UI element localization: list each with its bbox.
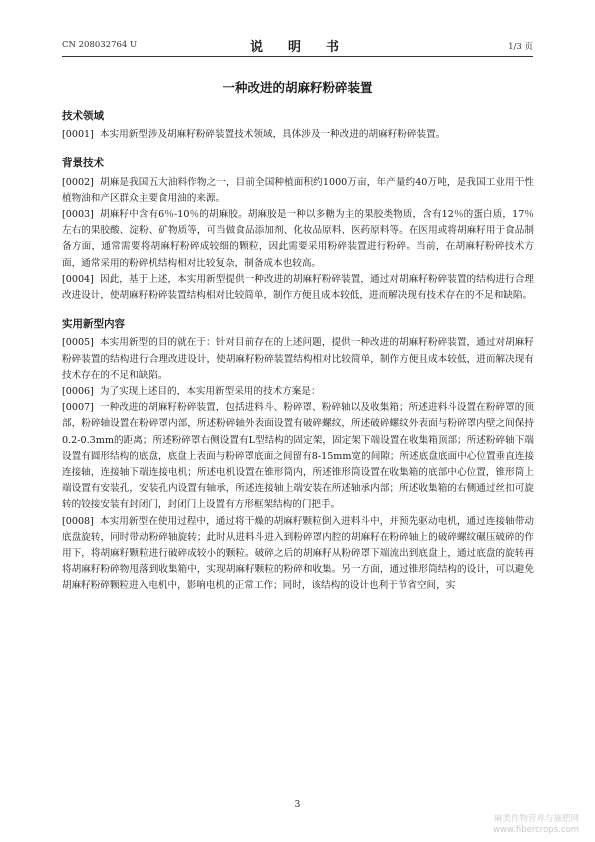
watermark-url: www.fibercrops.com — [493, 825, 579, 835]
paragraph — [62, 400, 534, 513]
paragraph-number: [0003] — [62, 209, 94, 221]
paragraph-number: [0007] — [62, 402, 94, 414]
page-header — [62, 36, 533, 54]
paragraph — [62, 384, 534, 400]
paragraph-text: 本实用新型涉及胡麻籽粉碎装置技术领域，具体涉及一种改进的胡麻籽粉碎装置。 — [99, 129, 446, 141]
paragraph-number: [0008] — [62, 515, 94, 527]
page-indicator: 1/3 页 — [508, 42, 533, 52]
paragraph-number: [0002] — [62, 176, 94, 188]
section-heading: 背景技术 — [62, 157, 104, 170]
paragraph-text: 胡麻是我国五大油料作物之一，目前全国种植面积约1000万亩，年产量约40万吨，是我国工业用干性植物油和产区群众主要食用油的来源。 — [62, 176, 534, 204]
watermark-text: 麻类作物营养与施肥网 — [493, 814, 579, 824]
paragraph — [62, 207, 534, 272]
paragraph-number: [0004] — [62, 273, 94, 285]
page-number: 3 — [294, 800, 301, 810]
document-type-heading: 说 明 书 — [249, 40, 345, 55]
paragraph-number: [0001] — [62, 129, 94, 141]
header-divider — [62, 56, 533, 57]
paragraph — [62, 514, 534, 595]
paragraph-text: 胡麻籽中含有6％-10％的胡麻胶。胡麻胶是一种以多糖为主的果胶类物质，含有12％的蛋白质，17％左右的果胶酸、淀粉、矿物质等，可当做食品添加剂、化妆品原料、医药原料等。在医用或将胡麻籽用于食品制备方面，通常需要将胡麻籽粉碎成较细的颗粒，因此需要采用粉碎装置进行粉碎。当前，在胡麻籽粉碎技术方面，通常采用的粉碎机结构相对比较复杂，制备成本也较高。 — [62, 209, 534, 269]
paragraph-text: 本实用新型在使用过程中，通过将干燥的胡麻籽颗粒倒入进料斗中，并预先驱动电机，通过连接轴带动底盘旋转，同时带动粉碎轴旋转；此时从进料斗进入到粉碎罩内腔的胡麻籽在粉碎轴上的破碎螺纹碾压破碎的作用下，将胡麻籽颗粒进行破碎成较小的颗粒。破碎之后的胡麻籽从粉碎罩下端流出到底盘上，通过底盘的旋转再将胡麻籽粉碎物甩落到收集箱中，实现胡麻籽颗粒的粉碎和收集。另一方面，通过锥形筒结构的设计，可以避免胡麻籽粉碎颗粒进入电机中，影响电机的正常工作；同时，该结构的设计也利于节省空间，实 — [62, 515, 534, 592]
paragraph-number: [0005] — [62, 337, 94, 349]
section-heading: 实用新型内容 — [62, 318, 125, 331]
paragraph — [62, 272, 534, 304]
paragraph — [62, 335, 534, 384]
document-title: 一种改进的胡麻籽粉碎装置 — [222, 80, 373, 95]
paragraph-text: 因此，基于上述，本实用新型提供一种改进的胡麻籽粉碎装置，通过对胡麻籽粉碎装置的结构进行合理改进设计，使胡麻籽粉碎装置结构相对比较简单，制作方便且成本较低，进而解决现有技术存在的不足和缺陷。 — [62, 273, 534, 302]
patent-number: CN 208032764 U — [62, 40, 138, 50]
paragraph-text: 一种改进的胡麻籽粉碎装置，包括进料斗、粉碎罩、粉碎轴以及收集箱；所述进料斗设置在粉碎罩的顶部，粉碎轴设置在粉碎罩内部，所述粉碎轴外表面设置有破碎螺纹，所述破碎螺纹外表面与粉碎罩内壁之间保持0.2-0.3mm的距离；所述粉碎罩右侧设置有L型结构的固定架，固定架下端设置在收集箱顶部；所述粉碎轴下端设置有圆形结构的底盘，底盘上表面与粉碎罩底面之间留有8-15mm宽的间隙；所述底盘底面中心位置垂直连接连接轴，连接轴下端连接电机；所述电机设置在锥形筒内，所述锥形筒设置在收集箱的底部中心位置，锥形筒上端设置有安装孔，安装孔内设置有轴承，所述连接轴上端安装在所述轴承内部；所述收集箱的右侧通过丝扣可旋转的铰接安装有封闭门，封闭门上设置有方形框架结构的门把手。 — [62, 402, 534, 511]
section-heading: 技术领域 — [62, 110, 104, 122]
paragraph — [62, 175, 534, 207]
paragraph — [62, 127, 534, 143]
paragraph-number: [0006] — [62, 386, 94, 398]
paragraph-text: 为了实现上述目的，本实用新型采用的技术方案是： — [99, 386, 321, 398]
document-body — [62, 108, 534, 595]
paragraph-text: 本实用新型的目的就在于：针对目前存在的上述问题，提供一种改进的胡麻籽粉碎装置，通过对胡麻籽粉碎装置的结构进行合理改进设计，使胡麻籽粉碎装置结构相对比较简单，制作方便且成本较低，进而解决现有技术存在的不足和缺陷。 — [62, 337, 534, 381]
